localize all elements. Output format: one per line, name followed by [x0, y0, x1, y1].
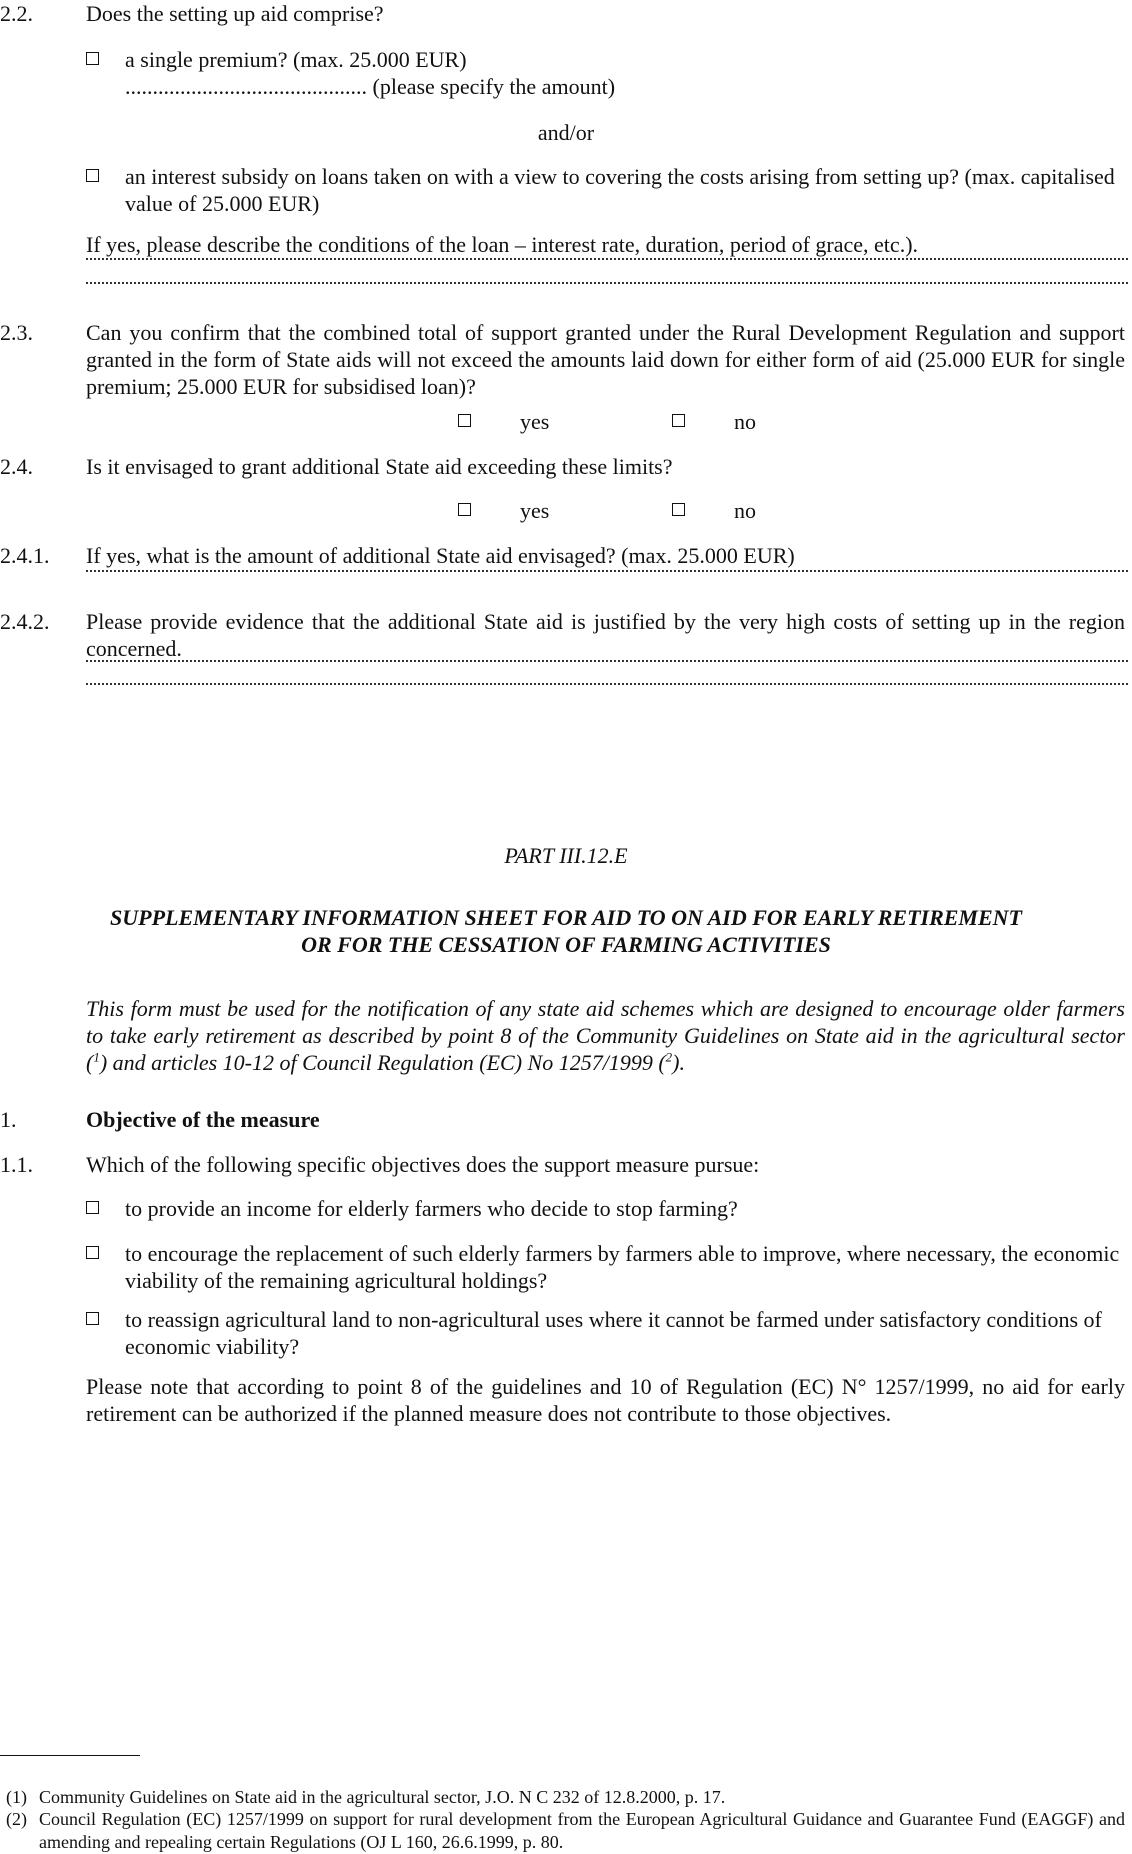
checkbox[interactable]	[86, 1246, 99, 1259]
footnote-ref[interactable]: 1	[93, 1049, 100, 1065]
note-text: Please note that according to point 8 of the guidelines and 10 of Regulation (EC) N° 1257/1999, no aid for early retirement can be authorized if the planned measure does not contribute to those objectives.	[86, 1374, 1125, 1426]
section-question: If yes, what is the amount of additional State aid envisaged? (max. 25.000 EUR)	[86, 543, 795, 568]
answer-line[interactable]	[86, 282, 1128, 284]
option-label: no	[734, 409, 756, 434]
section-question: Does the setting up aid comprise?	[86, 1, 384, 26]
section-number: 2.3.	[0, 320, 33, 345]
footnote-text: Council Regulation (EC) 1257/1999 on support for rural development from the European Agricultural Guidance and Guarantee Fund (EAGGF) and amending and repealing certain Regulations (OJ L 160, 26.6.1999, p. 80.	[39, 1809, 1125, 1852]
option-label: to encourage the replacement of such elderly farmers by farmers able to improve, where necessary, the economic viability of the remaining agricultural holdings?	[125, 1241, 1120, 1293]
checkbox[interactable]	[86, 169, 99, 182]
section-question: Which of the following specific objectives does the support measure pursue:	[86, 1152, 760, 1177]
intro-text	[86, 995, 1125, 1076]
option-label: an interest subsidy on loans taken on with a view to covering the costs arising from setting up? (max. capitalised value of 25.000 EUR)	[125, 164, 1115, 216]
footnote-number: (2)	[6, 1809, 27, 1829]
answer-line[interactable]	[86, 570, 1128, 572]
section-number: 2.4.2.	[0, 609, 50, 634]
section-number: 2.2.	[0, 1, 33, 26]
sheet-title-line-1: SUPPLEMENTARY INFORMATION SHEET FOR AID TO ON AID FOR EARLY RETIREMENT	[110, 905, 1022, 930]
prompt-text: If yes, please describe the conditions of the loan – interest rate, duration, period of grace, etc.).	[86, 232, 919, 257]
option-label: no	[734, 498, 756, 523]
section-question: Please provide evidence that the additional State aid is justified by the very high costs of setting up in the region concerned.	[86, 609, 1125, 661]
checkbox[interactable]	[458, 414, 471, 427]
option-label: yes	[520, 409, 550, 434]
part-heading: PART III.12.E	[504, 843, 628, 868]
section-question: Is it envisaged to grant additional State aid exceeding these limits?	[86, 454, 673, 479]
intro-text-part: ) and articles 10-12 of Council Regulation (EC) No 1257/1999 (	[99, 1050, 666, 1075]
answer-line[interactable]	[86, 683, 1128, 685]
footnote-number: (1)	[6, 1787, 27, 1807]
answer-line[interactable]	[86, 660, 1128, 662]
checkbox[interactable]	[672, 414, 685, 427]
intro-text-part: This form must be used for the notification of any state aid schemes which are designed to encourage older farmers to take early retirement as described by point 8 of the Community Guidelines on State aid in the agricultural sector (	[86, 996, 1125, 1075]
section-number: 1.	[0, 1107, 17, 1132]
checkbox[interactable]	[86, 52, 99, 65]
footnote-divider	[0, 1755, 140, 1756]
option-label: to reassign agricultural land to non-agricultural uses where it cannot be farmed under satisfactory conditions of economic viability?	[125, 1307, 1102, 1359]
checkbox[interactable]	[458, 503, 471, 516]
intro-text-part: ).	[672, 1050, 685, 1075]
option-label: a single premium? (max. 25.000 EUR)	[125, 47, 467, 72]
section-question: Can you confirm that the combined total of support granted under the Rural Development Regulation and support granted in the form of State aids will not exceed the amounts laid down for either form of aid (25.000 EUR for single premium; 25.000 EUR for subsidised loan)?	[86, 320, 1125, 399]
specify-amount-label: ............................................ (please specify the amount)	[125, 74, 616, 99]
sheet-title-line-2: OR FOR THE CESSATION OF FARMING ACTIVITIES	[301, 932, 831, 957]
section-number: 1.1.	[0, 1152, 33, 1177]
footnote-ref[interactable]: 2	[665, 1049, 673, 1065]
checkbox[interactable]	[86, 1312, 99, 1325]
section-heading: Objective of the measure	[86, 1107, 320, 1132]
footnote-text: Community Guidelines on State aid in the agricultural sector, J.O. N C 232 of 12.8.2000, p. 17.	[39, 1787, 726, 1807]
checkbox[interactable]	[672, 503, 685, 516]
option-label: yes	[520, 498, 550, 523]
section-number: 2.4.	[0, 454, 33, 479]
and-or-label: and/or	[537, 120, 595, 145]
checkbox[interactable]	[86, 1201, 99, 1214]
answer-line[interactable]	[86, 258, 1128, 260]
option-label: to provide an income for elderly farmers who decide to stop farming?	[125, 1196, 738, 1221]
section-number: 2.4.1.	[0, 543, 50, 568]
